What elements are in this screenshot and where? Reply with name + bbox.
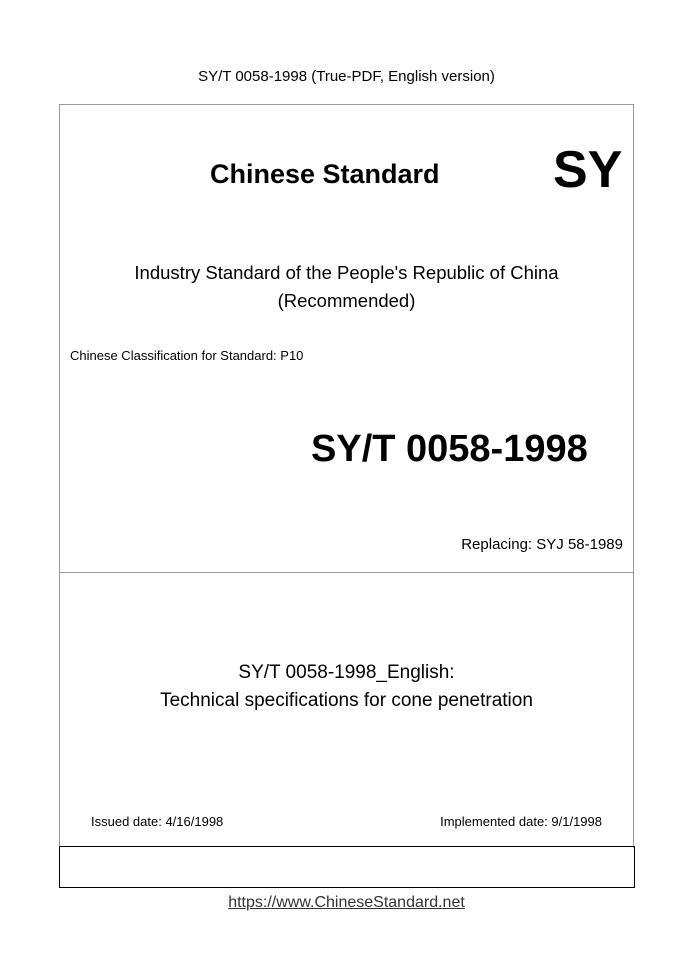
document-title-code: SY/T 0058-1998_English: xyxy=(238,662,455,683)
cover-bottom-frame xyxy=(59,846,635,888)
document-title xyxy=(0,659,693,715)
page-header: SY/T 0058-1998 (True-PDF, English version) xyxy=(198,68,495,85)
document-title-name: Technical specifications for cone penetration xyxy=(160,690,533,711)
replacing-text: Replacing: SYJ 58-1989 xyxy=(461,536,623,553)
issued-date: Issued date: 4/16/1998 xyxy=(91,814,224,829)
standard-code: SY/T 0058-1998 xyxy=(311,428,588,470)
standard-mark: SY xyxy=(553,141,623,199)
classification-text: Chinese Classification for Standard: P10 xyxy=(70,348,304,363)
industry-standard-caption xyxy=(0,259,693,315)
implemented-date: Implemented date: 9/1/1998 xyxy=(440,814,602,829)
standard-title: Chinese Standard xyxy=(210,159,440,189)
industry-standard-line: Industry Standard of the People's Republic of China xyxy=(134,262,559,283)
footer xyxy=(0,893,693,913)
recommended-line: (Recommended) xyxy=(277,290,416,311)
website-link[interactable]: https://www.ChineseStandard.net xyxy=(228,894,465,911)
